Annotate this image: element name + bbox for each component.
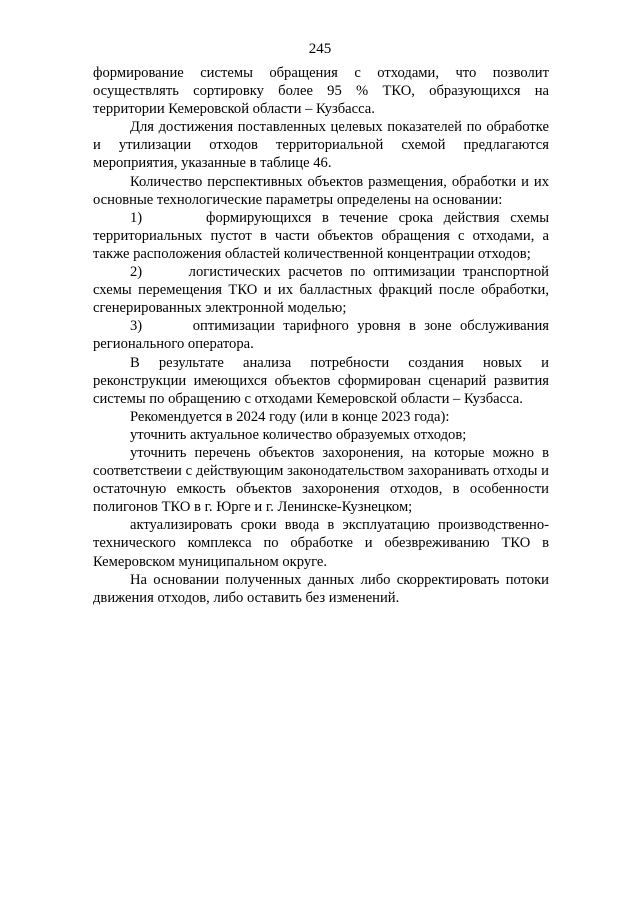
paragraph-scenario: В результате анализа потребности создания новых и реконструкции имеющихся объектов сформирован сценарий развития системы по обращению с отходами Кемеровской области – Кузбасса. — [93, 354, 549, 407]
recommendation-item-2: уточнить перечень объектов захоронения, на которые можно в соответствеии с действующим законодательством захоранивать отходы и остаточную емкость объектов захоронения отходов, в особенности полигонов ТКО в г. Юрге и г. Ленинске-Кузнецком; — [93, 444, 549, 516]
paragraph-recommendation: Рекомендуется в 2024 году (или в конце 2023 года): — [130, 408, 450, 425]
paragraph-continuation: формирование системы обращения с отходами, что позволит осуществлять сортировку более 95 % ТКО, образующихся на территории Кемеровской области – Кузбасса. — [93, 65, 549, 118]
paragraph-measures: Для достижения поставленных целевых показателей по обработке и утилизации отходов территориальной схемой предлагаются мероприятия, указанные в таблице 46. — [93, 119, 549, 172]
list-item-3: 3) оптимизации тарифного уровня в зоне обслуживания регионального оператора. — [93, 318, 549, 353]
list-item-1: 1) формирующихся в течение срока действия схемы территориальных пустот в части объектов обращения с отходами, а также расположения областей количественной концентрации отходов; — [93, 209, 549, 262]
recommendation-item-3: актуализировать сроки ввода в эксплуатацию производственно-технического комплекса по обработке и обезвреживанию ТКО в Кемеровском муниципальном округе. — [93, 517, 549, 570]
paragraph-parameters-basis: Количество перспективных объектов размещения, обработки и их основные технологические параметры определены на основании: — [93, 173, 549, 208]
page-number: 245 — [308, 41, 332, 57]
paragraph-conclusion: На основании полученных данных либо скорректировать потоки движения отходов, либо оставить без изменений. — [93, 571, 549, 606]
body-text — [93, 64, 549, 607]
recommendation-item-1: уточнить актуальное количество образуемых отходов; — [130, 426, 467, 443]
list-item-2: 2) логистических расчетов по оптимизации транспортной схемы перемещения ТКО и их балластных фракций после обработки, сгенерированных электронной моделью; — [93, 264, 549, 317]
